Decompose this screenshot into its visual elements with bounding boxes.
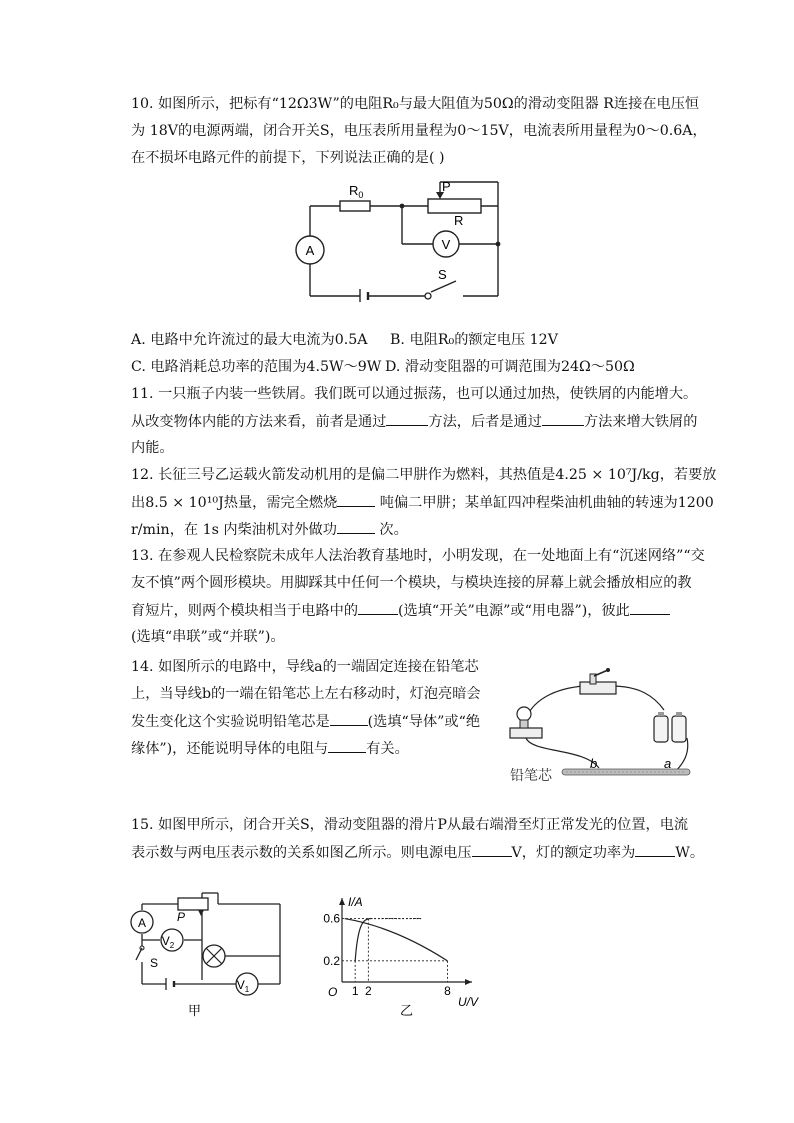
battery [360, 289, 368, 302]
y-tick-label: 0.6 [323, 911, 340, 926]
q15-line-1: 15. 如图甲所示，闭合开关S，滑动变阻器的滑片P从最右端滑至灯正常发光的位置，电流 [131, 817, 689, 833]
q15-line-2: 表示数与两电压表示数的关系如图乙所示。则电源电压 V，灯的额定功率为 W。 [131, 842, 704, 863]
knife-switch [580, 668, 616, 694]
wire-b-label: b [590, 756, 598, 771]
q10-line-1: 10. 如图所示，把标有“12Ω3W”的电阻R₀与最大阻值为50Ω的滑动变阻器 R连接在电压恒 [131, 96, 700, 112]
figure-caption-yi: 乙 [400, 1003, 414, 1018]
junction-node [400, 204, 405, 209]
q12-line-1: 12. 长征三号乙运载火箭发动机用的是偏二甲肼作为燃料，其热值是4.25 × 10⁷J/kg，若要放 [131, 467, 717, 483]
q12-line-2: 出8.5 × 10¹⁰J热量，需完全燃烧 吨偏二甲肼；某单缸四冲程柴油机曲轴的转速为1200 [131, 492, 714, 513]
ammeter-label: A [137, 916, 147, 930]
q14-line-3: 发生变化这个实验说明铅笔芯是 (选填“导体”或“绝 [131, 711, 480, 732]
q13-line-1: 13. 在参观人民检察院未成年人法治教育基地时，小明发现，在一处地面上有“沉迷网络”“交 [131, 548, 705, 564]
answer-blank[interactable] [472, 842, 512, 857]
p-label: P [442, 179, 451, 194]
q11-line-3: 内能。 [131, 440, 174, 456]
switch-label: S [438, 267, 447, 282]
r0-label: $R_0$ [349, 183, 364, 200]
q14-line-2: 上，当导线b的一端在铅笔芯上左右移动时，灯泡亮暗会 [131, 686, 481, 702]
y-tick-label: 0.2 [323, 953, 340, 968]
x-axis-arrow [465, 979, 472, 985]
voltmeter-label: V [441, 237, 451, 252]
q14-pencil-circuit-illustration [504, 668, 694, 786]
rheostat-r [428, 192, 481, 213]
origin-label: O [328, 985, 338, 999]
y-axis-arrow [339, 898, 345, 905]
q14-line-4: 缘体”)，还能说明导体的电阻与 有关。 [131, 738, 409, 759]
answer-blank[interactable] [358, 600, 398, 615]
batteries [654, 712, 686, 742]
q10-option-c: C. 电路消耗总功率的范围为4.5W～9W [131, 359, 382, 375]
x-tick-label: 1 [351, 984, 359, 998]
q14-line-1: 14. 如图所示的电路中，导线a的一端固定连接在铅笔芯 [131, 659, 479, 675]
switch-s [136, 946, 144, 960]
q13-line-3: 育短片，则两个模块相当于电路中的 (选填“开关”电源”或“用电器”)，彼此 [131, 600, 670, 621]
p-label: P [177, 910, 186, 924]
answer-blank[interactable] [542, 411, 584, 426]
answer-blank[interactable] [330, 711, 368, 726]
q10-option-b: B. 电阻R₀的额定电压 12V [390, 332, 558, 348]
q10-option-a: A. 电路中允许流过的最大电流为0.5A [131, 332, 368, 348]
answer-blank[interactable] [328, 738, 366, 753]
junction-node [496, 242, 501, 247]
v2-label: $V_2$ [161, 934, 175, 950]
lamp [203, 945, 225, 967]
light-bulb [510, 707, 542, 738]
q10-line-2: 为 18V的电源两端，闭合开关S，电压表所用量程为0～15V，电流表所用量程为0～0.6A， [131, 123, 707, 139]
switch-label: S [150, 956, 159, 970]
answer-blank[interactable] [337, 519, 375, 534]
q13-line-2: 友不慎”两个圆形模块。用脚踩其中任何一个模块，与模块连接的屏幕上就会播放相应的教 [131, 575, 692, 591]
q12-line-3: r/min，在 1s 内柴油机对外做功 次。 [131, 519, 408, 540]
answer-blank[interactable] [630, 600, 670, 615]
v1-label: $V_1$ [236, 978, 250, 994]
ammeter-label: A [305, 243, 315, 258]
q10-line-3: 在不损坏电路元件的前提下，下列说法正确的是( ) [131, 150, 445, 166]
q10-circuit-diagram [288, 176, 520, 302]
figure-caption-jia: 甲 [188, 1003, 202, 1018]
x-tick-label: 2 [365, 984, 372, 998]
x-tick-label: 8 [444, 984, 451, 998]
series-line [345, 919, 448, 961]
answer-blank[interactable] [386, 411, 428, 426]
q11-line-2: 从改变物体内能的方法来看，前者是通过 方法，后者是通过 方法来增大铁屑的 [131, 411, 697, 432]
answer-blank[interactable] [337, 492, 375, 507]
q13-line-4: (选填“串联”或“并联”)。 [131, 629, 285, 645]
battery [166, 978, 174, 990]
y-axis-label: I/A [348, 895, 363, 909]
q10-option-d: D. 滑动变阻器的可调范围为24Ω～50Ω [385, 359, 635, 375]
q15-circuit-jia [128, 890, 293, 1020]
r-label: R [454, 213, 464, 228]
resistor-r0 [340, 201, 370, 211]
x-axis-label: U/V [458, 995, 479, 1009]
q15-chart-yi [322, 890, 492, 1020]
pencil-lead-label: 铅笔芯 [510, 767, 552, 783]
answer-blank[interactable] [635, 842, 675, 857]
switch-s [425, 293, 431, 299]
q11-line-1: 11. 一只瓶子内装一些铁屑。我们既可以通过振荡，也可以通过加热，使铁屑的内能增大。 [131, 386, 698, 402]
wire-a-label: a [664, 756, 672, 771]
